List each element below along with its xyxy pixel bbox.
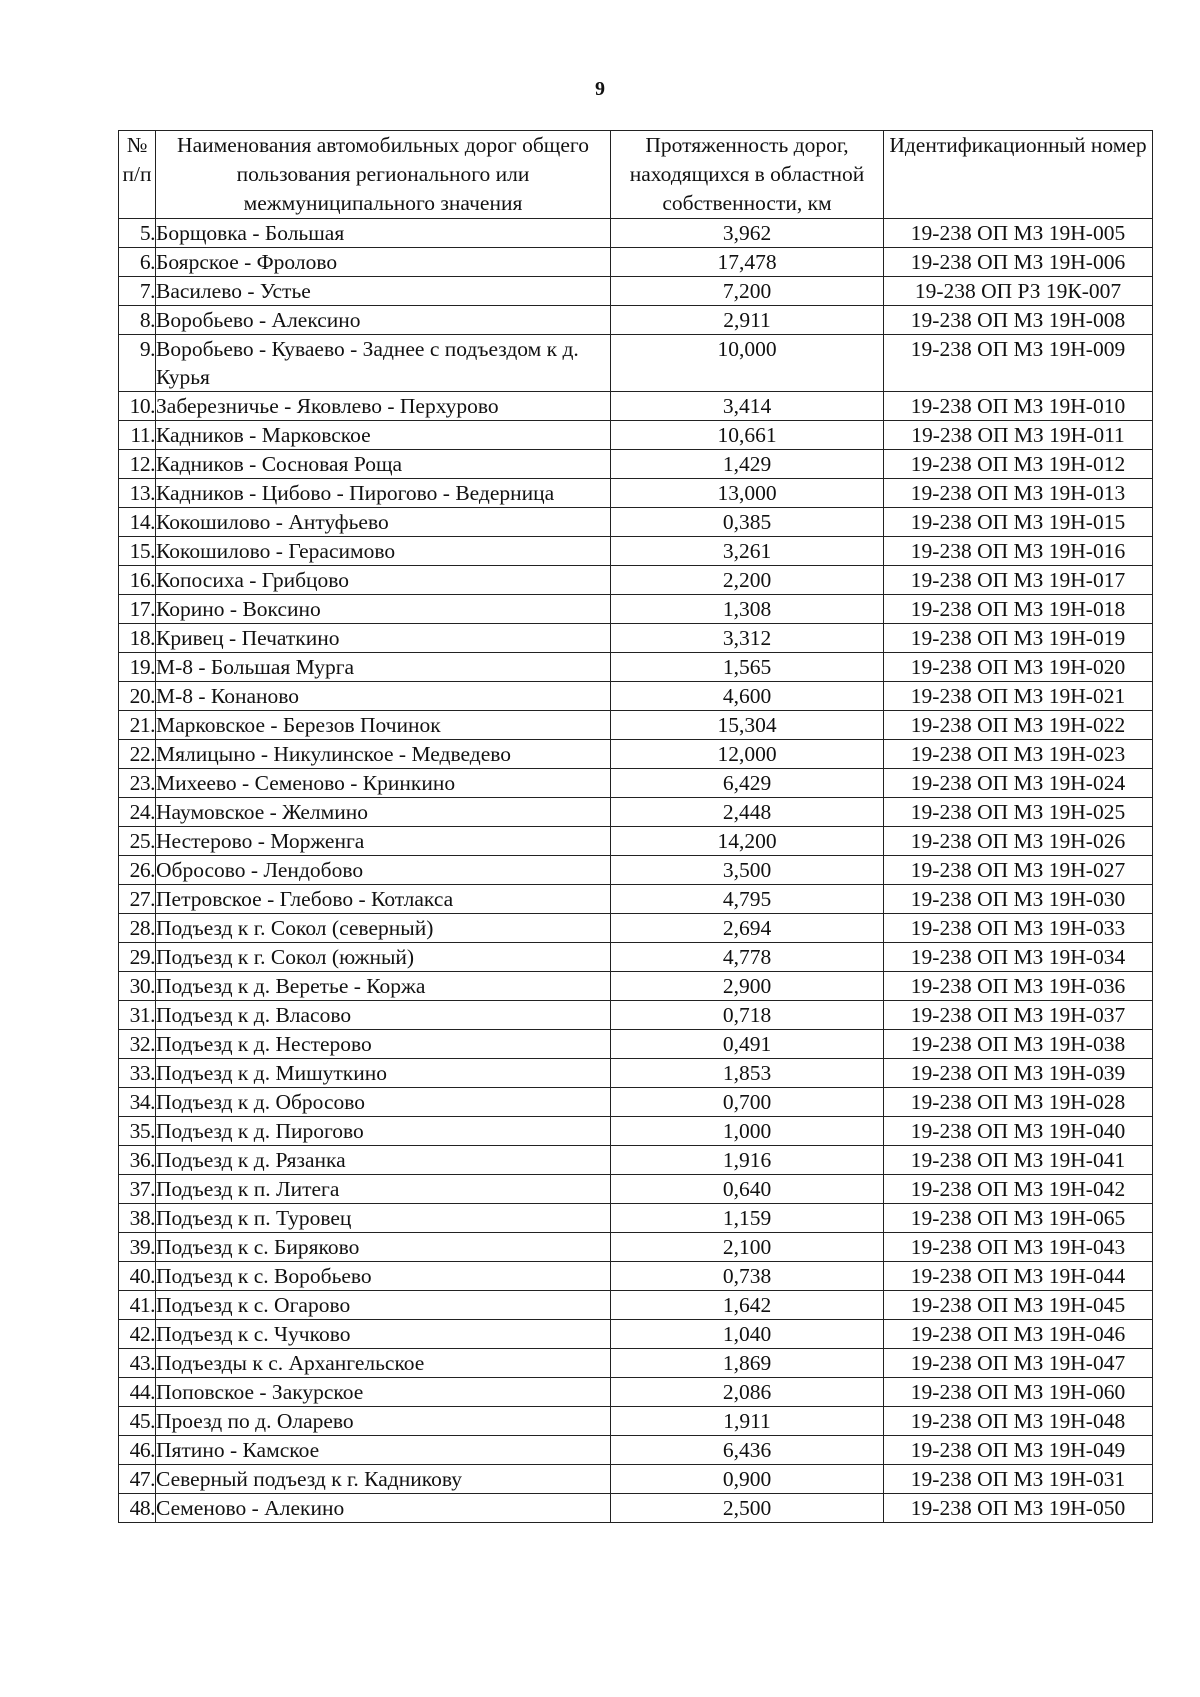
table-row [119,943,1153,972]
table-row [119,1175,1153,1204]
table-row [119,1001,1153,1030]
road-id: 19-238 ОП МЗ 19Н-048 [884,1407,1153,1436]
road-id: 19-238 ОП МЗ 19Н-015 [884,508,1153,537]
row-number: 41. [119,1291,156,1320]
road-id: 19-238 ОП МЗ 19Н-031 [884,1465,1153,1494]
table-row [119,595,1153,624]
row-number: 10. [119,392,156,421]
road-name: Нестерово - Морженга [156,827,611,856]
road-name: Проезд по д. Оларево [156,1407,611,1436]
row-number: 43. [119,1349,156,1378]
road-length: 7,200 [611,277,884,306]
row-number: 39. [119,1233,156,1262]
table-row [119,769,1153,798]
road-id: 19-238 ОП МЗ 19Н-013 [884,479,1153,508]
table-row [119,335,1153,392]
road-length: 4,778 [611,943,884,972]
road-length: 2,900 [611,972,884,1001]
table-row [119,277,1153,306]
road-length: 0,900 [611,1465,884,1494]
header-num: № п/п [119,131,156,219]
table-row [119,392,1153,421]
road-name: Подъезд к г. Сокол (южный) [156,943,611,972]
road-id: 19-238 ОП МЗ 19Н-060 [884,1378,1153,1407]
header-length: Протяженность дорог, находящихся в областной собственности, км [611,131,884,219]
road-length: 3,500 [611,856,884,885]
road-id: 19-238 ОП МЗ 19Н-006 [884,248,1153,277]
table-row [119,537,1153,566]
road-id: 19-238 ОП МЗ 19Н-012 [884,450,1153,479]
road-id: 19-238 ОП МЗ 19Н-028 [884,1088,1153,1117]
road-name: Марковское - Березов Починок [156,711,611,740]
road-length: 2,100 [611,1233,884,1262]
road-length: 0,385 [611,508,884,537]
road-name: Подъезд к с. Воробьево [156,1262,611,1291]
row-number: 32. [119,1030,156,1059]
row-number: 37. [119,1175,156,1204]
road-name: Северный подъезд к г. Кадникову [156,1465,611,1494]
table-row [119,248,1153,277]
row-number: 46. [119,1436,156,1465]
road-id: 19-238 ОП МЗ 19Н-045 [884,1291,1153,1320]
row-number: 8. [119,306,156,335]
road-id: 19-238 ОП МЗ 19Н-041 [884,1146,1153,1175]
road-name: Кадников - Сосновая Роща [156,450,611,479]
table-row [119,1378,1153,1407]
road-id: 19-238 ОП МЗ 19Н-023 [884,740,1153,769]
road-length: 14,200 [611,827,884,856]
row-number: 6. [119,248,156,277]
road-name: Обросово - Лендобово [156,856,611,885]
road-id: 19-238 ОП МЗ 19Н-010 [884,392,1153,421]
roads-table [118,130,1153,1523]
road-name: Воробьево - Алексино [156,306,611,335]
road-length: 2,911 [611,306,884,335]
table-row [119,624,1153,653]
row-number: 23. [119,769,156,798]
road-name: Подъезд к д. Обросово [156,1088,611,1117]
road-name: Копосиха - Грибцово [156,566,611,595]
row-number: 9. [119,335,156,392]
table-row [119,798,1153,827]
table-row [119,1407,1153,1436]
road-id: 19-238 ОП МЗ 19Н-019 [884,624,1153,653]
road-id: 19-238 ОП РЗ 19К-007 [884,277,1153,306]
road-name: Подъезд к д. Власово [156,1001,611,1030]
road-id: 19-238 ОП МЗ 19Н-040 [884,1117,1153,1146]
table-row [119,1349,1153,1378]
table-row [119,856,1153,885]
road-id: 19-238 ОП МЗ 19Н-047 [884,1349,1153,1378]
header-id: Идентификационный номер [884,131,1153,219]
table-row [119,711,1153,740]
road-length: 3,312 [611,624,884,653]
road-length: 13,000 [611,479,884,508]
row-number: 44. [119,1378,156,1407]
road-name: Подъезд к с. Биряково [156,1233,611,1262]
row-number: 35. [119,1117,156,1146]
row-number: 33. [119,1059,156,1088]
road-id: 19-238 ОП МЗ 19Н-009 [884,335,1153,392]
road-length: 2,448 [611,798,884,827]
road-length: 3,261 [611,537,884,566]
road-name: Боярское - Фролово [156,248,611,277]
road-id: 19-238 ОП МЗ 19Н-043 [884,1233,1153,1262]
road-length: 2,500 [611,1494,884,1523]
table-row [119,914,1153,943]
row-number: 40. [119,1262,156,1291]
road-name: Подъезд к д. Пирогово [156,1117,611,1146]
road-name: Петровское - Глебово - Котлакса [156,885,611,914]
row-number: 15. [119,537,156,566]
road-name: Кокошилово - Герасимово [156,537,611,566]
road-name: Борщовка - Большая [156,219,611,248]
road-id: 19-238 ОП МЗ 19Н-005 [884,219,1153,248]
road-name: Наумовское - Желмино [156,798,611,827]
table-row [119,682,1153,711]
row-number: 17. [119,595,156,624]
road-id: 19-238 ОП МЗ 19Н-044 [884,1262,1153,1291]
road-name: Поповское - Закурское [156,1378,611,1407]
table-row [119,566,1153,595]
road-name: Корино - Воксино [156,595,611,624]
road-name: Семеново - Алекино [156,1494,611,1523]
road-length: 1,000 [611,1117,884,1146]
road-id: 19-238 ОП МЗ 19Н-038 [884,1030,1153,1059]
road-name: Подъезд к п. Туровец [156,1204,611,1233]
road-name: Кокошилово - Антуфьево [156,508,611,537]
row-number: 27. [119,885,156,914]
road-name: Михеево - Семеново - Кринкино [156,769,611,798]
road-length: 0,738 [611,1262,884,1291]
road-id: 19-238 ОП МЗ 19Н-036 [884,972,1153,1001]
road-id: 19-238 ОП МЗ 19Н-022 [884,711,1153,740]
road-id: 19-238 ОП МЗ 19Н-020 [884,653,1153,682]
road-length: 2,200 [611,566,884,595]
road-id: 19-238 ОП МЗ 19Н-011 [884,421,1153,450]
table-row [119,885,1153,914]
road-length: 10,000 [611,335,884,392]
road-length: 1,911 [611,1407,884,1436]
row-number: 18. [119,624,156,653]
table-row [119,1436,1153,1465]
road-length: 6,436 [611,1436,884,1465]
table-row [119,1233,1153,1262]
row-number: 21. [119,711,156,740]
road-id: 19-238 ОП МЗ 19Н-027 [884,856,1153,885]
table-row [119,219,1153,248]
road-id: 19-238 ОП МЗ 19Н-039 [884,1059,1153,1088]
road-length: 12,000 [611,740,884,769]
road-id: 19-238 ОП МЗ 19Н-024 [884,769,1153,798]
row-number: 38. [119,1204,156,1233]
road-name: Подъезд к д. Мишуткино [156,1059,611,1088]
row-number: 14. [119,508,156,537]
row-number: 19. [119,653,156,682]
row-number: 5. [119,219,156,248]
road-length: 1,159 [611,1204,884,1233]
road-length: 1,040 [611,1320,884,1349]
road-name: М-8 - Конаново [156,682,611,711]
page-number: 9 [595,78,605,100]
table-row [119,421,1153,450]
road-id: 19-238 ОП МЗ 19Н-021 [884,682,1153,711]
road-id: 19-238 ОП МЗ 19Н-037 [884,1001,1153,1030]
table-row [119,1262,1153,1291]
table-row [119,1494,1153,1523]
road-id: 19-238 ОП МЗ 19Н-034 [884,943,1153,972]
row-number: 20. [119,682,156,711]
row-number: 25. [119,827,156,856]
road-length: 1,869 [611,1349,884,1378]
road-length: 2,086 [611,1378,884,1407]
table-row [119,1030,1153,1059]
road-id: 19-238 ОП МЗ 19Н-049 [884,1436,1153,1465]
table-row [119,450,1153,479]
row-number: 12. [119,450,156,479]
road-length: 1,429 [611,450,884,479]
table-body [119,219,1153,1523]
road-id: 19-238 ОП МЗ 19Н-018 [884,595,1153,624]
table-row [119,740,1153,769]
table-row [119,1088,1153,1117]
row-number: 48. [119,1494,156,1523]
row-number: 30. [119,972,156,1001]
road-name: Подъезд к с. Чучково [156,1320,611,1349]
road-id: 19-238 ОП МЗ 19Н-030 [884,885,1153,914]
road-length: 1,853 [611,1059,884,1088]
row-number: 26. [119,856,156,885]
table-row [119,972,1153,1001]
road-length: 1,565 [611,653,884,682]
road-length: 2,694 [611,914,884,943]
row-number: 13. [119,479,156,508]
road-length: 4,795 [611,885,884,914]
row-number: 7. [119,277,156,306]
road-name: Подъезд к с. Огарово [156,1291,611,1320]
road-id: 19-238 ОП МЗ 19Н-016 [884,537,1153,566]
road-name: Подъезды к с. Архангельское [156,1349,611,1378]
road-length: 3,962 [611,219,884,248]
road-length: 0,700 [611,1088,884,1117]
road-length: 1,308 [611,595,884,624]
row-number: 11. [119,421,156,450]
road-id: 19-238 ОП МЗ 19Н-008 [884,306,1153,335]
road-length: 0,491 [611,1030,884,1059]
road-name: Подъезд к п. Литега [156,1175,611,1204]
road-length: 1,642 [611,1291,884,1320]
table-row [119,1291,1153,1320]
row-number: 31. [119,1001,156,1030]
row-number: 24. [119,798,156,827]
table-row [119,508,1153,537]
road-name: Мялицыно - Никулинское - Медведево [156,740,611,769]
road-name: Кадников - Марковское [156,421,611,450]
table-row [119,653,1153,682]
road-length: 4,600 [611,682,884,711]
road-name: Подъезд к д. Рязанка [156,1146,611,1175]
table-row [119,479,1153,508]
road-id: 19-238 ОП МЗ 19Н-065 [884,1204,1153,1233]
table-row [119,1204,1153,1233]
road-name: М-8 - Большая Мурга [156,653,611,682]
table-row [119,306,1153,335]
table-row [119,827,1153,856]
road-name: Кадников - Цибово - Пирогово - Ведерница [156,479,611,508]
road-length: 17,478 [611,248,884,277]
road-length: 6,429 [611,769,884,798]
row-number: 22. [119,740,156,769]
road-name: Пятино - Камское [156,1436,611,1465]
row-number: 28. [119,914,156,943]
road-id: 19-238 ОП МЗ 19Н-026 [884,827,1153,856]
row-number: 34. [119,1088,156,1117]
road-id: 19-238 ОП МЗ 19Н-046 [884,1320,1153,1349]
road-name: Подъезд к д. Веретье - Коржа [156,972,611,1001]
table-row [119,1146,1153,1175]
road-id: 19-238 ОП МЗ 19Н-025 [884,798,1153,827]
road-name: Василево - Устье [156,277,611,306]
table-row [119,1320,1153,1349]
road-id: 19-238 ОП МЗ 19Н-050 [884,1494,1153,1523]
row-number: 36. [119,1146,156,1175]
road-name: Кривец - Печаткино [156,624,611,653]
row-number: 45. [119,1407,156,1436]
road-name: Заберезничье - Яковлево - Перхурово [156,392,611,421]
road-name: Воробьево - Куваево - Заднее с подъездом к д. Курья [156,335,611,392]
road-length: 10,661 [611,421,884,450]
road-id: 19-238 ОП МЗ 19Н-042 [884,1175,1153,1204]
row-number: 47. [119,1465,156,1494]
road-length: 1,916 [611,1146,884,1175]
road-length: 15,304 [611,711,884,740]
road-id: 19-238 ОП МЗ 19Н-033 [884,914,1153,943]
table-row [119,1465,1153,1494]
road-name: Подъезд к д. Нестерово [156,1030,611,1059]
header-name: Наименования автомобильных дорог общего пользования регионального или межмуниципального значения [156,131,611,219]
table-row [119,1117,1153,1146]
road-length: 0,640 [611,1175,884,1204]
road-length: 0,718 [611,1001,884,1030]
table-header-row [119,131,1153,219]
table-row [119,1059,1153,1088]
row-number: 16. [119,566,156,595]
row-number: 29. [119,943,156,972]
row-number: 42. [119,1320,156,1349]
road-name: Подъезд к г. Сокол (северный) [156,914,611,943]
road-length: 3,414 [611,392,884,421]
road-id: 19-238 ОП МЗ 19Н-017 [884,566,1153,595]
